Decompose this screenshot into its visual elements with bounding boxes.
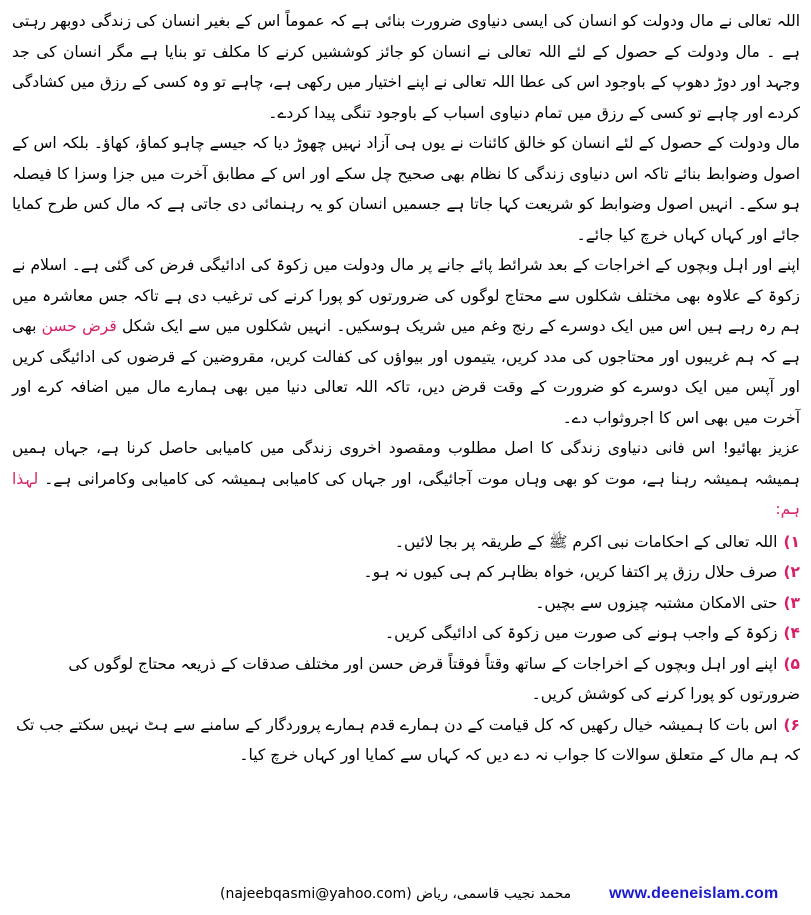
list-item [12,710,800,771]
list-item-number: ۶) [783,715,800,734]
list-item-text: صرف حلال رزق پر اکتفا کریں، خواہ بظاہر کم ہی کیوں نہ ہو۔ [363,563,778,581]
list-item [12,557,800,588]
paragraph-4 [12,433,800,525]
list-item-text: اس بات کا ہمیشہ خیال رکھیں کہ کل قیامت کے دن ہمارے قدم ہمارے پروردگار کے سامنے سے ہٹ نہیں سکتے جب تک کہ ہم مال کے متعلق سوالات کا جواب نہ دے دیں کہ کہاں سے کمایا اور کہاں خرچ کیا۔ [16,715,800,764]
list-item-text: اپنے اور اہل وبچوں کے اخراجات کے ساتھ وقتاً فوقتاً قرض حسن اور مختلف صدقات کے ذریعہ محتاج لوگوں کی ضرورتوں کو پورا کرنے کی کوشش کریں۔ [68,654,800,703]
footer [6,883,806,905]
list-item [12,618,800,649]
list-item-text: اللہ تعالی کے احکامات نبی اکرم ﷺ کے طریقہ پر بجا لائیں۔ [394,532,778,551]
list-item-number: ۴) [783,624,800,642]
list-item [12,527,800,558]
article-page [6,6,806,911]
qarz-hasan-highlight: قرض حسن [41,317,117,335]
paragraph-3 [12,250,800,433]
author-credit: محمد نجیب قاسمی، ریاض (najeebqasmi@yahoo.com) [220,886,572,902]
paragraph-1 [12,6,800,128]
list-item-text: زکوۃ کے واجب ہونے کی صورت میں زکوۃ کی ادائیگی کریں۔ [384,624,778,642]
instruction-list [12,527,800,771]
list-item [12,588,800,619]
paragraph-1-text: اللہ تعالی نے مال ودولت کو انسان کی ایسی دنیاوی ضرورت بنائی ہے کہ عموماً اس کے بغیر انسان کی زندگی دوبھر رہتی ہے ۔ مال ودولت کے حصول کے لئے اللہ تعالی نے انسان کو جائز کوششیں کرنے کا مکلف تو بنایا ہے مگر انسان کی جد وجہد اور دوڑ دھوپ کے باوجود اس کی عطا اللہ تعالی نے اپنے اختیار میں رکھی ہے، چاہے تو وہ کسی کے رزق میں کشادگی کردے اور چاہے تو کسی کے رزق میں تمام دنیاوی اسباب کے باوجود تنگی پیدا کردے۔ [12,12,800,122]
list-item-number: ۱) [783,532,800,551]
paragraph-3-text-before: اپنے اور اہل وبچوں کے اخراجات کے بعد شرائط پائے جانے پر مال ودولت میں زکوۃ کی ادائیگی فرض کی گئی ہے۔ اسلام نے زکوۃ کے علاوہ بھی مختلف شکلوں سے محتاج لوگوں کی ضرورتوں کو پورا کرنے کی ترغیب دی ہے تاکہ جس معاشرہ میں ہم رہ رہے ہیں اس میں ایک دوسرے کے رنج وغم میں شریک ہوسکیں۔ انہیں شکلوں میں سے ایک شکل [12,256,800,335]
list-item-number: ۲) [783,563,800,581]
paragraph-4-text: عزیز بھائیو! اس فانی دنیاوی زندگی کا اصل مطلوب ومقصود اخروی زندگی میں کامیابی حاصل کرنا ہے، جہاں ہمیں ہمیشہ ہمیشہ رہنا ہے، موت کو بھی وہاں موت آجائیگی، اور جہاں کی کامیابی ہمیشہ کی کامیابی وکامرانی ہے۔ [12,439,800,488]
website-link[interactable]: www.deeneislam.com [609,885,779,902]
list-item-text: حتی الامکان مشتبہ چیزوں سے بچیں۔ [535,593,778,612]
list-item [12,649,800,710]
list-item-number: ۳) [783,593,800,612]
list-item-number: ۵) [783,654,800,673]
paragraph-2-text: مال ودولت کے حصول کے لئے انسان کو خالق کائنات نے یوں ہی آزاد نہیں چھوڑ دیا کہ جیسے چاہو کماؤ، کھاؤ۔ بلکہ اس کے اصول وضوابط بنائے تاکہ اس دنیاوی زندگی کا نظام بھی صحیح چل سکے اور اس کے مطابق آخرت میں جزا وسزا کا فیصلہ ہو سکے۔ انہیں اصول وضوابط کو شریعت کہا جاتا ہے جسمیں انسان کو یہ رہنمائی دی جاتی ہے کہ مال کس طرح کمایا جائے اور کہاں کہاں خرچ کیا جائے۔ [12,134,800,244]
paragraph-3-text-after: بھی ہے کہ ہم غریبوں اور محتاجوں کی مدد کریں، یتیموں اور بیواؤں کی کفالت کریں، مقروضین کے قرضوں کی ادائیگی کریں اور آپس میں ایک دوسرے کو ضرورت کے وقت قرض دیں، تاکہ اللہ تعالی دنیا میں بھی ہمارے مال میں اضافہ کرے اور آخرت میں بھی اس کا اجروثواب دے۔ [12,317,800,427]
lihaza-hum-highlight: لہذا ہم: [12,469,800,518]
paragraph-2 [12,128,800,250]
